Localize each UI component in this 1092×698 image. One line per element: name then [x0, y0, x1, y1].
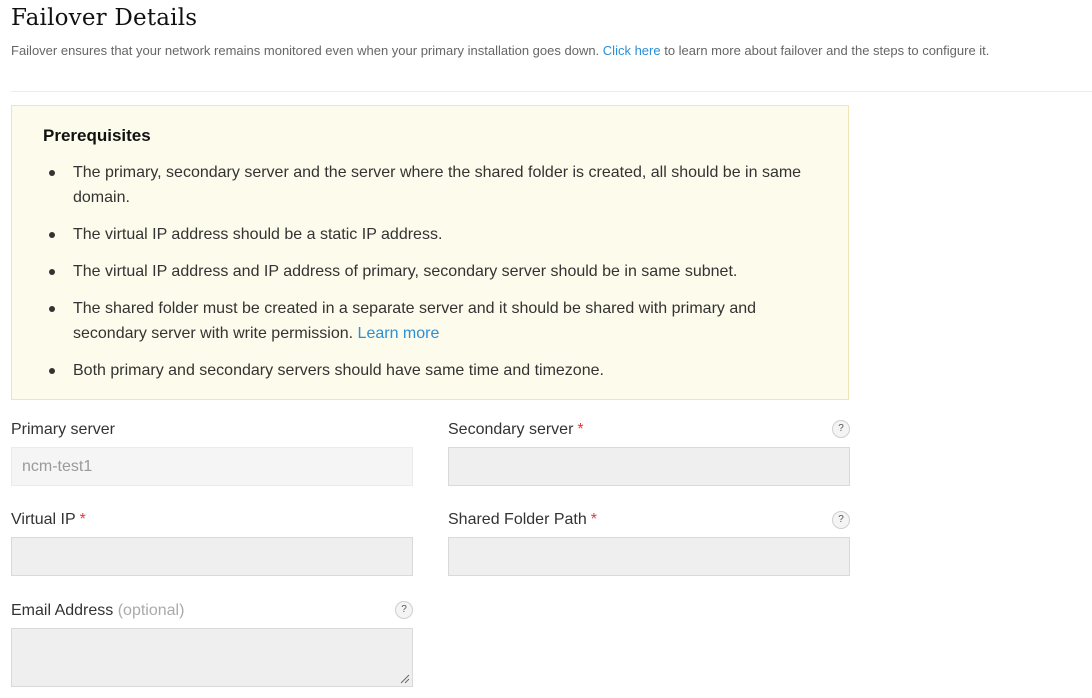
prerequisites-panel: [11, 105, 849, 400]
bullet-dot-icon: [49, 269, 55, 275]
prerequisite-item: [43, 222, 823, 247]
secondary-server-input[interactable]: [448, 447, 850, 486]
shared-folder-path-label-text: Shared Folder Path: [448, 511, 587, 528]
prerequisite-text: The primary, secondary server and the server where the shared folder is created, all should be in same domain.: [73, 164, 802, 206]
bullet-dot-icon: [49, 306, 55, 312]
click-here-link[interactable]: Click here: [602, 43, 661, 58]
email-address-label-text: Email Address: [11, 602, 114, 619]
prerequisite-item: [43, 296, 823, 346]
help-question-icon[interactable]: ?: [832, 511, 850, 529]
learn-more-link[interactable]: Learn more: [357, 325, 440, 342]
prerequisites-list: [43, 160, 823, 395]
email-address-label: [11, 602, 184, 620]
secondary-server-label-text: Secondary server: [448, 421, 574, 438]
bullet-dot-icon: [49, 170, 55, 176]
prerequisite-item: [43, 259, 823, 284]
bullet-dot-icon: [49, 232, 55, 238]
required-asterisk: *: [577, 421, 584, 438]
prerequisite-text: The virtual IP address should be a static IP address.: [73, 226, 443, 243]
secondary-server-label: [448, 421, 584, 439]
prerequisite-item: [43, 358, 823, 383]
required-asterisk: *: [590, 511, 597, 528]
email-address-textarea[interactable]: [11, 628, 413, 687]
page-title: Failover Details: [11, 5, 198, 31]
page-description: [11, 43, 989, 58]
shared-folder-path-label: [448, 511, 597, 529]
description-text: Failover ensures that your network remains monitored even when your primary installation goes down.: [11, 43, 603, 58]
required-asterisk: *: [79, 511, 86, 528]
prerequisite-text: The shared folder must be created in a separate server and it should be shared with primary and secondary server with write permission.: [73, 300, 757, 342]
help-question-icon[interactable]: ?: [395, 601, 413, 619]
help-question-icon[interactable]: ?: [832, 420, 850, 438]
prerequisite-text: The virtual IP address and IP address of primary, secondary server should be in same subnet.: [73, 263, 738, 280]
virtual-ip-input[interactable]: [11, 537, 413, 576]
virtual-ip-label-text: Virtual IP: [11, 511, 76, 528]
prerequisite-text: Both primary and secondary servers should have same time and timezone.: [73, 362, 604, 379]
optional-hint: (optional): [117, 602, 185, 619]
resize-grip-icon[interactable]: [400, 674, 410, 684]
shared-folder-path-input[interactable]: [448, 537, 850, 576]
header-divider: [11, 91, 1092, 92]
primary-server-label: [11, 421, 115, 439]
prerequisites-title: Prerequisites: [43, 126, 151, 145]
virtual-ip-label: [11, 511, 86, 529]
prerequisite-item: [43, 160, 823, 210]
primary-server-label-text: Primary server: [11, 421, 116, 438]
primary-server-input[interactable]: ncm-test1: [11, 447, 413, 486]
description-text-end: to learn more about failover and the steps to configure it.: [660, 43, 990, 58]
bullet-dot-icon: [49, 368, 55, 374]
